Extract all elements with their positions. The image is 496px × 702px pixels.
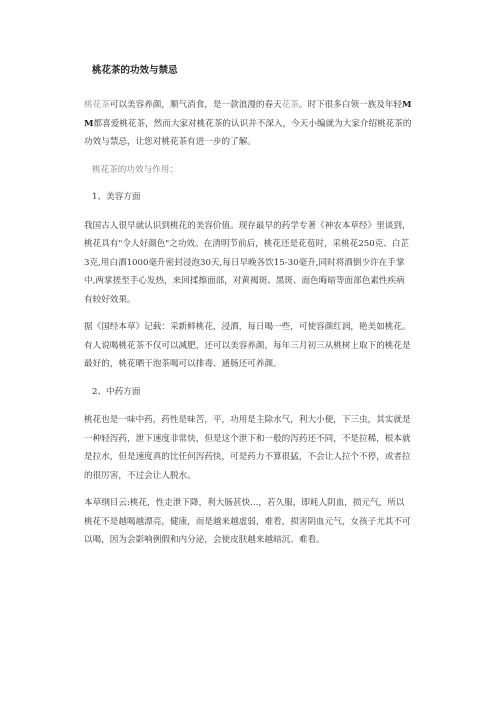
- intro-paragraph: [84, 96, 412, 152]
- paragraph-3: 桃花也是一味中药，药性是味苦，平，功用是主除水气，利大小便，下三虫，其实就是一种轻泻药，泄下速度非常快，但是这个泄下和一般的泻药还不同，不是拉稀，根本就是拉水，但是速度真的比任何泻药快，可是药力不算很猛，不会让人拉个不停，或者拉的很厉害，不过会让人脱水。: [84, 415, 411, 481]
- document-title: 桃花茶的功效与禁忌: [92, 65, 178, 76]
- paragraph-1: 我国古人很早就认识到桃花的美容价值。现存最早的药学专著《神农本草经》里谈到，桃花具有"令人好颜色"之功效。在清明节前后，桃花还是花苞时，采桃花250克、白芷3克,用白酒1000毫升密封浸泡30天,每日早晚各饮15-30毫升,同时将酒倒少许在手掌中,两掌搓至手心发热，来回揉擦面部，对黄褐斑、黑斑、面色晦暗等面部色素性疾病有较好效果。: [84, 220, 411, 305]
- intro-text-a: 可以美容养颜，顺气消食，是一款浪漫的春天: [109, 100, 282, 110]
- document-content: [84, 62, 412, 559]
- heading-1: 1、美容方面: [92, 192, 141, 202]
- intro-accent-b: 花茶: [281, 100, 299, 110]
- heading-2: 2、中药方面: [92, 386, 141, 397]
- intro-text-c: 都喜爱桃花茶，然而大家对桃花茶的认识并不深入，今天小编就为大家介绍桃花茶的功效与禁忌，让您对桃花茶有进一步的了解。: [84, 118, 412, 147]
- intro-accent-a: 桃花茶: [84, 100, 110, 110]
- paragraph-4: 本草纲目云:桃花，性走泄下降，利大肠甚快...，若久服，即耗人阴血，损元气，所以桃花不是越喝越漂亮，健康，而是越来越虚弱，难看，损害阴血元气，女孩子尤其不可以喝，因为会影响例假和内分泌，会使皮肤越来越暗沉、难看。: [84, 498, 411, 545]
- intro-mm: MM: [84, 100, 412, 129]
- intro-text-b: 。时下很多白领一族及年轻: [298, 100, 403, 110]
- section-title: 桃花茶的功效与作用：: [92, 164, 178, 175]
- paragraph-2: 据《国经本草》记载：采新鲜桃花，浸酒，每日喝一些，可使容颜红润，艳美如桃花。有人说喝桃花茶不仅可以减肥，还可以美容养颜，每年三月初三从桃树上取下的桃花是最好的，桃花晒干泡茶喝可以排毒、通肠还可养颜。: [84, 322, 411, 369]
